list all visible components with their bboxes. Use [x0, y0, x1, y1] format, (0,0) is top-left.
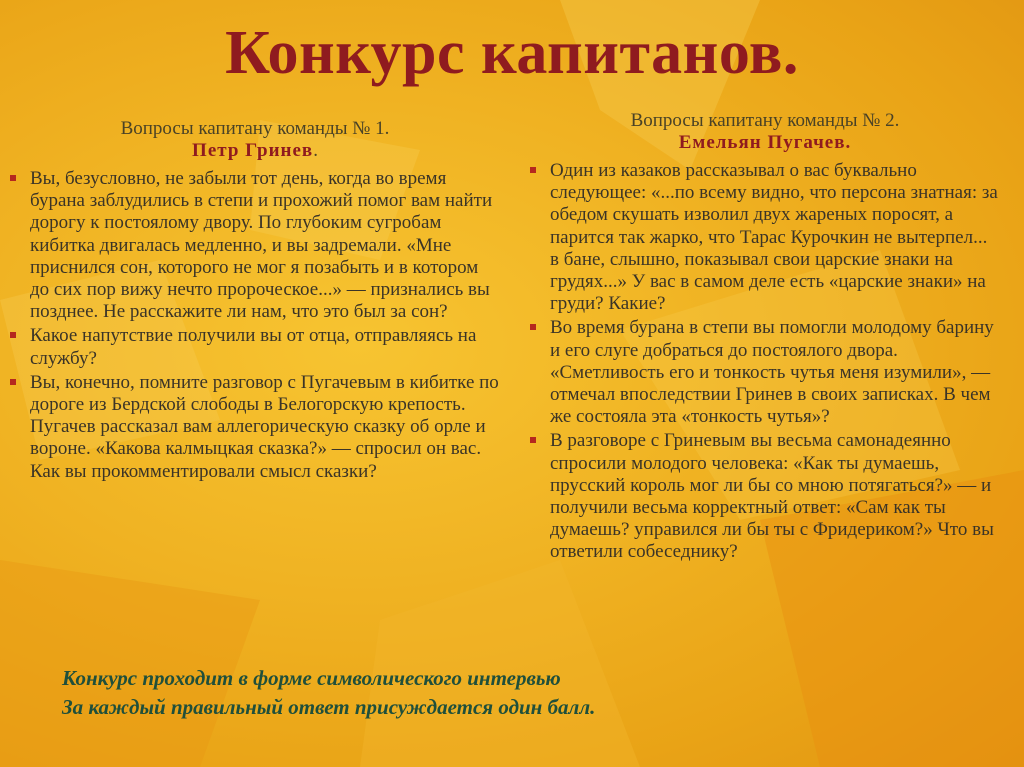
question-text: Вы, безусловно, не забыли тот день, когда во время бурана заблудились в степи и прохожий помог вам найти дорогу к постоялому двору. По глубоким сугробам кибитка двигалась медленно, и вы задремали. «Мне приснился сон, которого не мог я позабыть и в котором до сих пор вижу нечто пророческое...» — признались вы позднее. Не расскажите ли нам, что это был за сон?	[30, 168, 493, 323]
contest-rules-footer	[62, 664, 962, 722]
list-item	[530, 317, 1000, 428]
square-bullet-icon	[10, 175, 16, 181]
team2-question-list	[530, 160, 1000, 564]
question-text: Вы, конечно, помните разговор с Пугачевым в кибитке по дороге из Бердской слободы в Белогорскую крепость. Пугачев рассказал вам аллегорическую сказку об орле и вороне. «Какова калмыцкая сказка?» — спросил он вас. Как вы прокомментировали смысл сказки?	[30, 371, 499, 482]
list-item	[530, 160, 1000, 315]
list-item	[530, 430, 1000, 563]
list-item	[10, 325, 500, 369]
square-bullet-icon	[530, 324, 536, 330]
list-item	[10, 168, 500, 323]
list-item	[10, 372, 500, 483]
question-text: Какое напутствие получили вы от отца, отправляясь на службу?	[30, 325, 477, 369]
team2-heading-text: Вопросы капитану команды № 2.	[630, 110, 900, 131]
square-bullet-icon	[530, 437, 536, 443]
question-text: Один из казаков рассказывал о вас буквально следующее: «...по всему видно, что персона знатная: за обедом скушать изволил двух жареных поросят, а парится так жарко, что Тарас Курочкин не вытерпел... в бане, слышно, показывал свои царские знаки на грудях...» У вас в самом деле есть «царские знаки» на груди? Какие?	[550, 160, 998, 315]
team1-heading-text: Вопросы капитану команды № 1.	[120, 118, 390, 139]
team1-name-suffix: .	[313, 140, 318, 161]
team1-column	[10, 118, 500, 485]
slide-title: Конкурс капитанов.	[225, 19, 799, 87]
question-text: Во время бурана в степи вы помогли молодому барину и его слуге добраться до постоялого двора. «Сметливость его и тонкость чутья меня изумили», — отмечал впоследствии Гринев в своих записках. В чем же состояла эта «тонкость чутья»?	[550, 317, 994, 428]
square-bullet-icon	[10, 332, 16, 338]
square-bullet-icon	[530, 167, 536, 173]
footer-line-format: Конкурс проходит в форме символического интервью	[62, 666, 561, 690]
team1-heading	[10, 118, 500, 162]
team1-captain-name: Петр Гринев	[192, 140, 314, 161]
team1-question-list	[10, 168, 500, 483]
team2-heading	[530, 110, 1000, 154]
team2-captain-name: Емельян Пугачев.	[678, 132, 852, 153]
question-text: В разговоре с Гриневым вы весьма самонадеянно спросили молодого человека: «Как ты думаешь, прусский король мог ли бы со мною потягаться?» — и получили весьма корректный ответ: «Сам как ты думаешь? управился ли бы ты с Фридериком?» Что вы ответили собеседнику?	[550, 430, 994, 563]
square-bullet-icon	[10, 379, 16, 385]
footer-line-scoring: За каждый правильный ответ присуждается один балл.	[62, 695, 596, 719]
team2-column	[530, 110, 1000, 566]
